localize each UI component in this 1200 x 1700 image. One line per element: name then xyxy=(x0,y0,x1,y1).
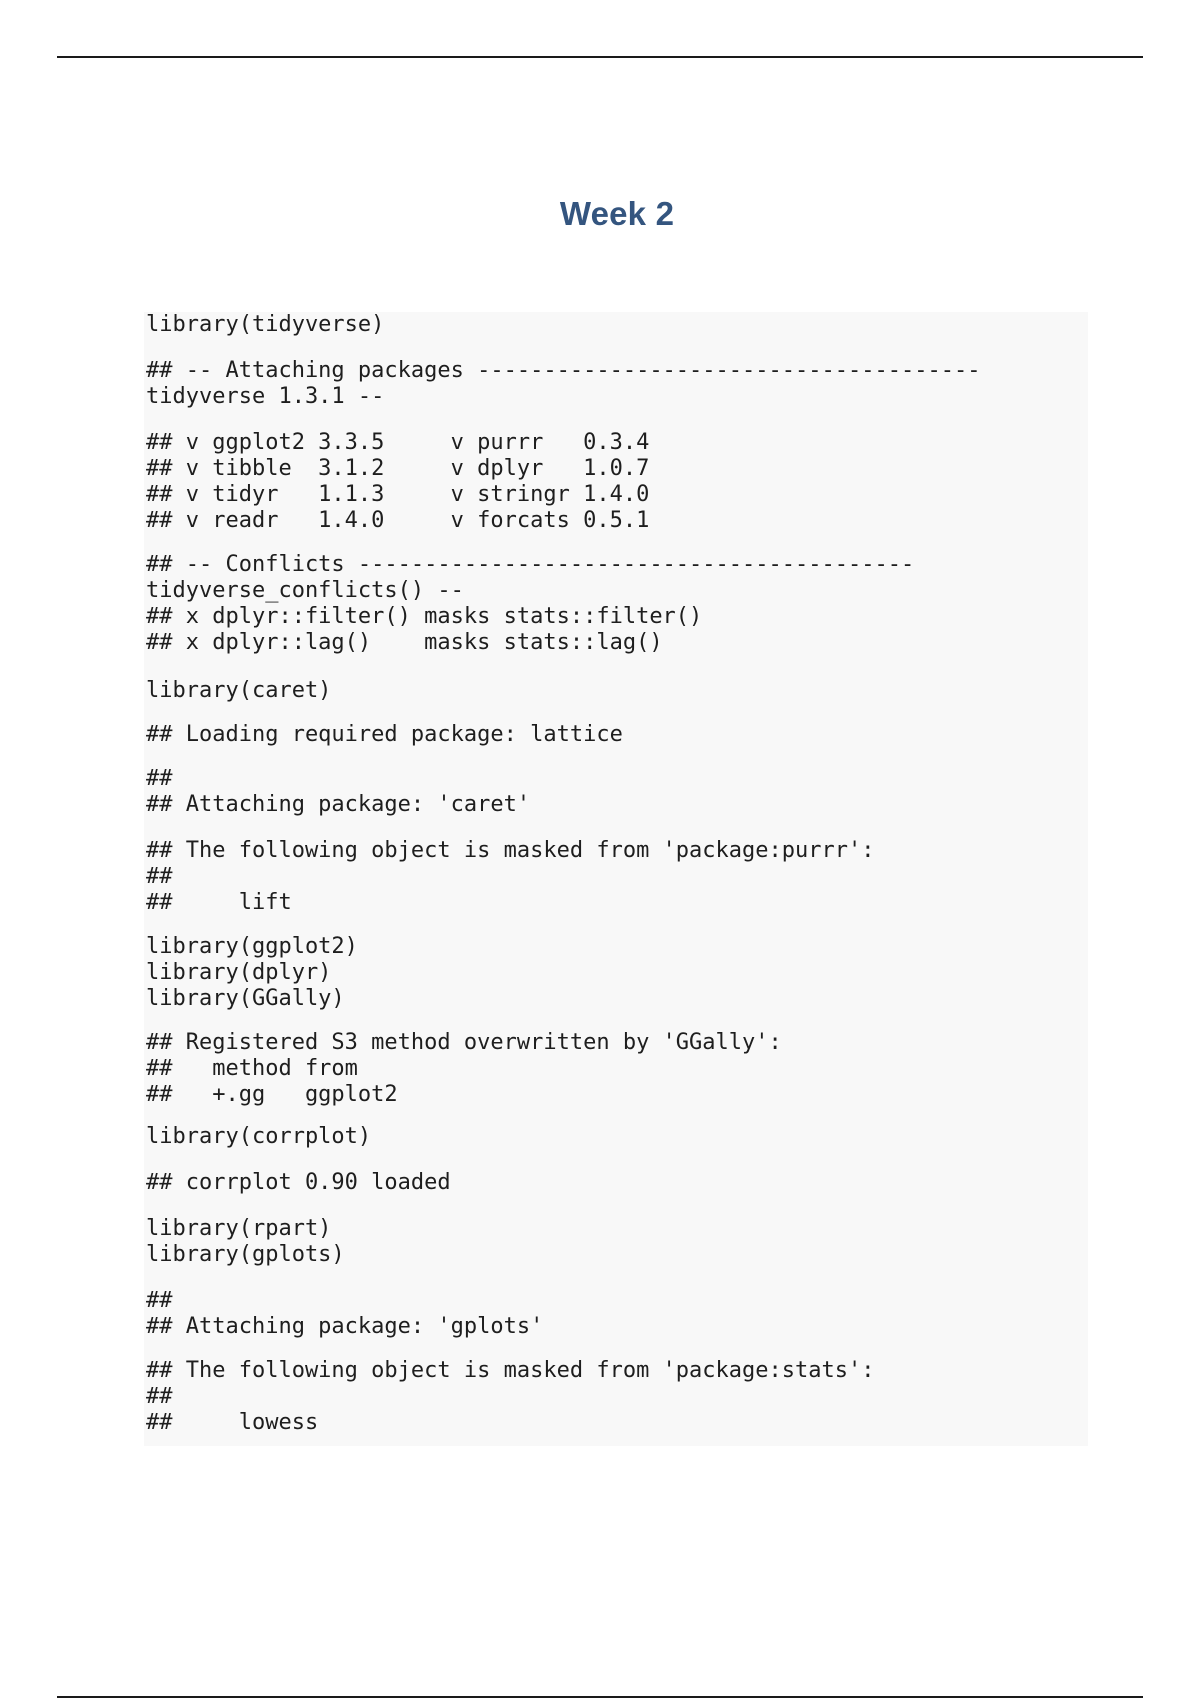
output-package-versions: ## v ggplot2 3.3.5 v purrr 0.3.4 ## v tibble 3.1.2 v dplyr 1.0.7 ## v tidyr 1.1.3 v stringr 1.4.0 ## v readr 1.4.0 v forcats 0.5.1 xyxy=(146,430,650,533)
output-conflicts: ## -- Conflicts ------------------------------------------ tidyverse_conflicts() -- ## x dplyr::filter() masks stats::filter() ## x dplyr::lag() masks stats::lag() xyxy=(146,552,915,655)
output-masked-stats: ## The following object is masked from 'package:stats': ## ## lowess xyxy=(146,1358,875,1435)
bottom-rule xyxy=(57,1696,1143,1698)
code-chunk-library-corrplot: library(corrplot) xyxy=(146,1124,372,1149)
output-attaching-caret: ## ## Attaching package: 'caret' xyxy=(146,766,531,817)
output-attaching-gplots: ## ## Attaching package: 'gplots' xyxy=(146,1288,544,1339)
page-title: Week 2 xyxy=(559,195,675,232)
output-loading-lattice: ## Loading required package: lattice xyxy=(146,722,623,747)
code-chunk-library-rpart-gplots: library(rpart) library(gplots) xyxy=(146,1216,345,1267)
output-masked-purrr: ## The following object is masked from 'package:purrr': ## ## lift xyxy=(146,838,875,915)
code-output-area xyxy=(144,312,1088,1446)
code-chunk-library-ggplot-dplyr-ggally: library(ggplot2) library(dplyr) library(GGally) xyxy=(146,934,358,1011)
output-registered-s3-method: ## Registered S3 method overwritten by 'GGally': ## method from ## +.gg ggplot2 xyxy=(146,1030,782,1107)
code-chunk-library-tidyverse: library(tidyverse) xyxy=(146,312,385,337)
code-chunk-library-caret: library(caret) xyxy=(146,678,332,703)
output-attaching-packages: ## -- Attaching packages -------------------------------------- tidyverse 1.3.1 -- xyxy=(146,358,981,409)
top-rule xyxy=(57,56,1143,58)
output-corrplot-loaded: ## corrplot 0.90 loaded xyxy=(146,1170,451,1195)
